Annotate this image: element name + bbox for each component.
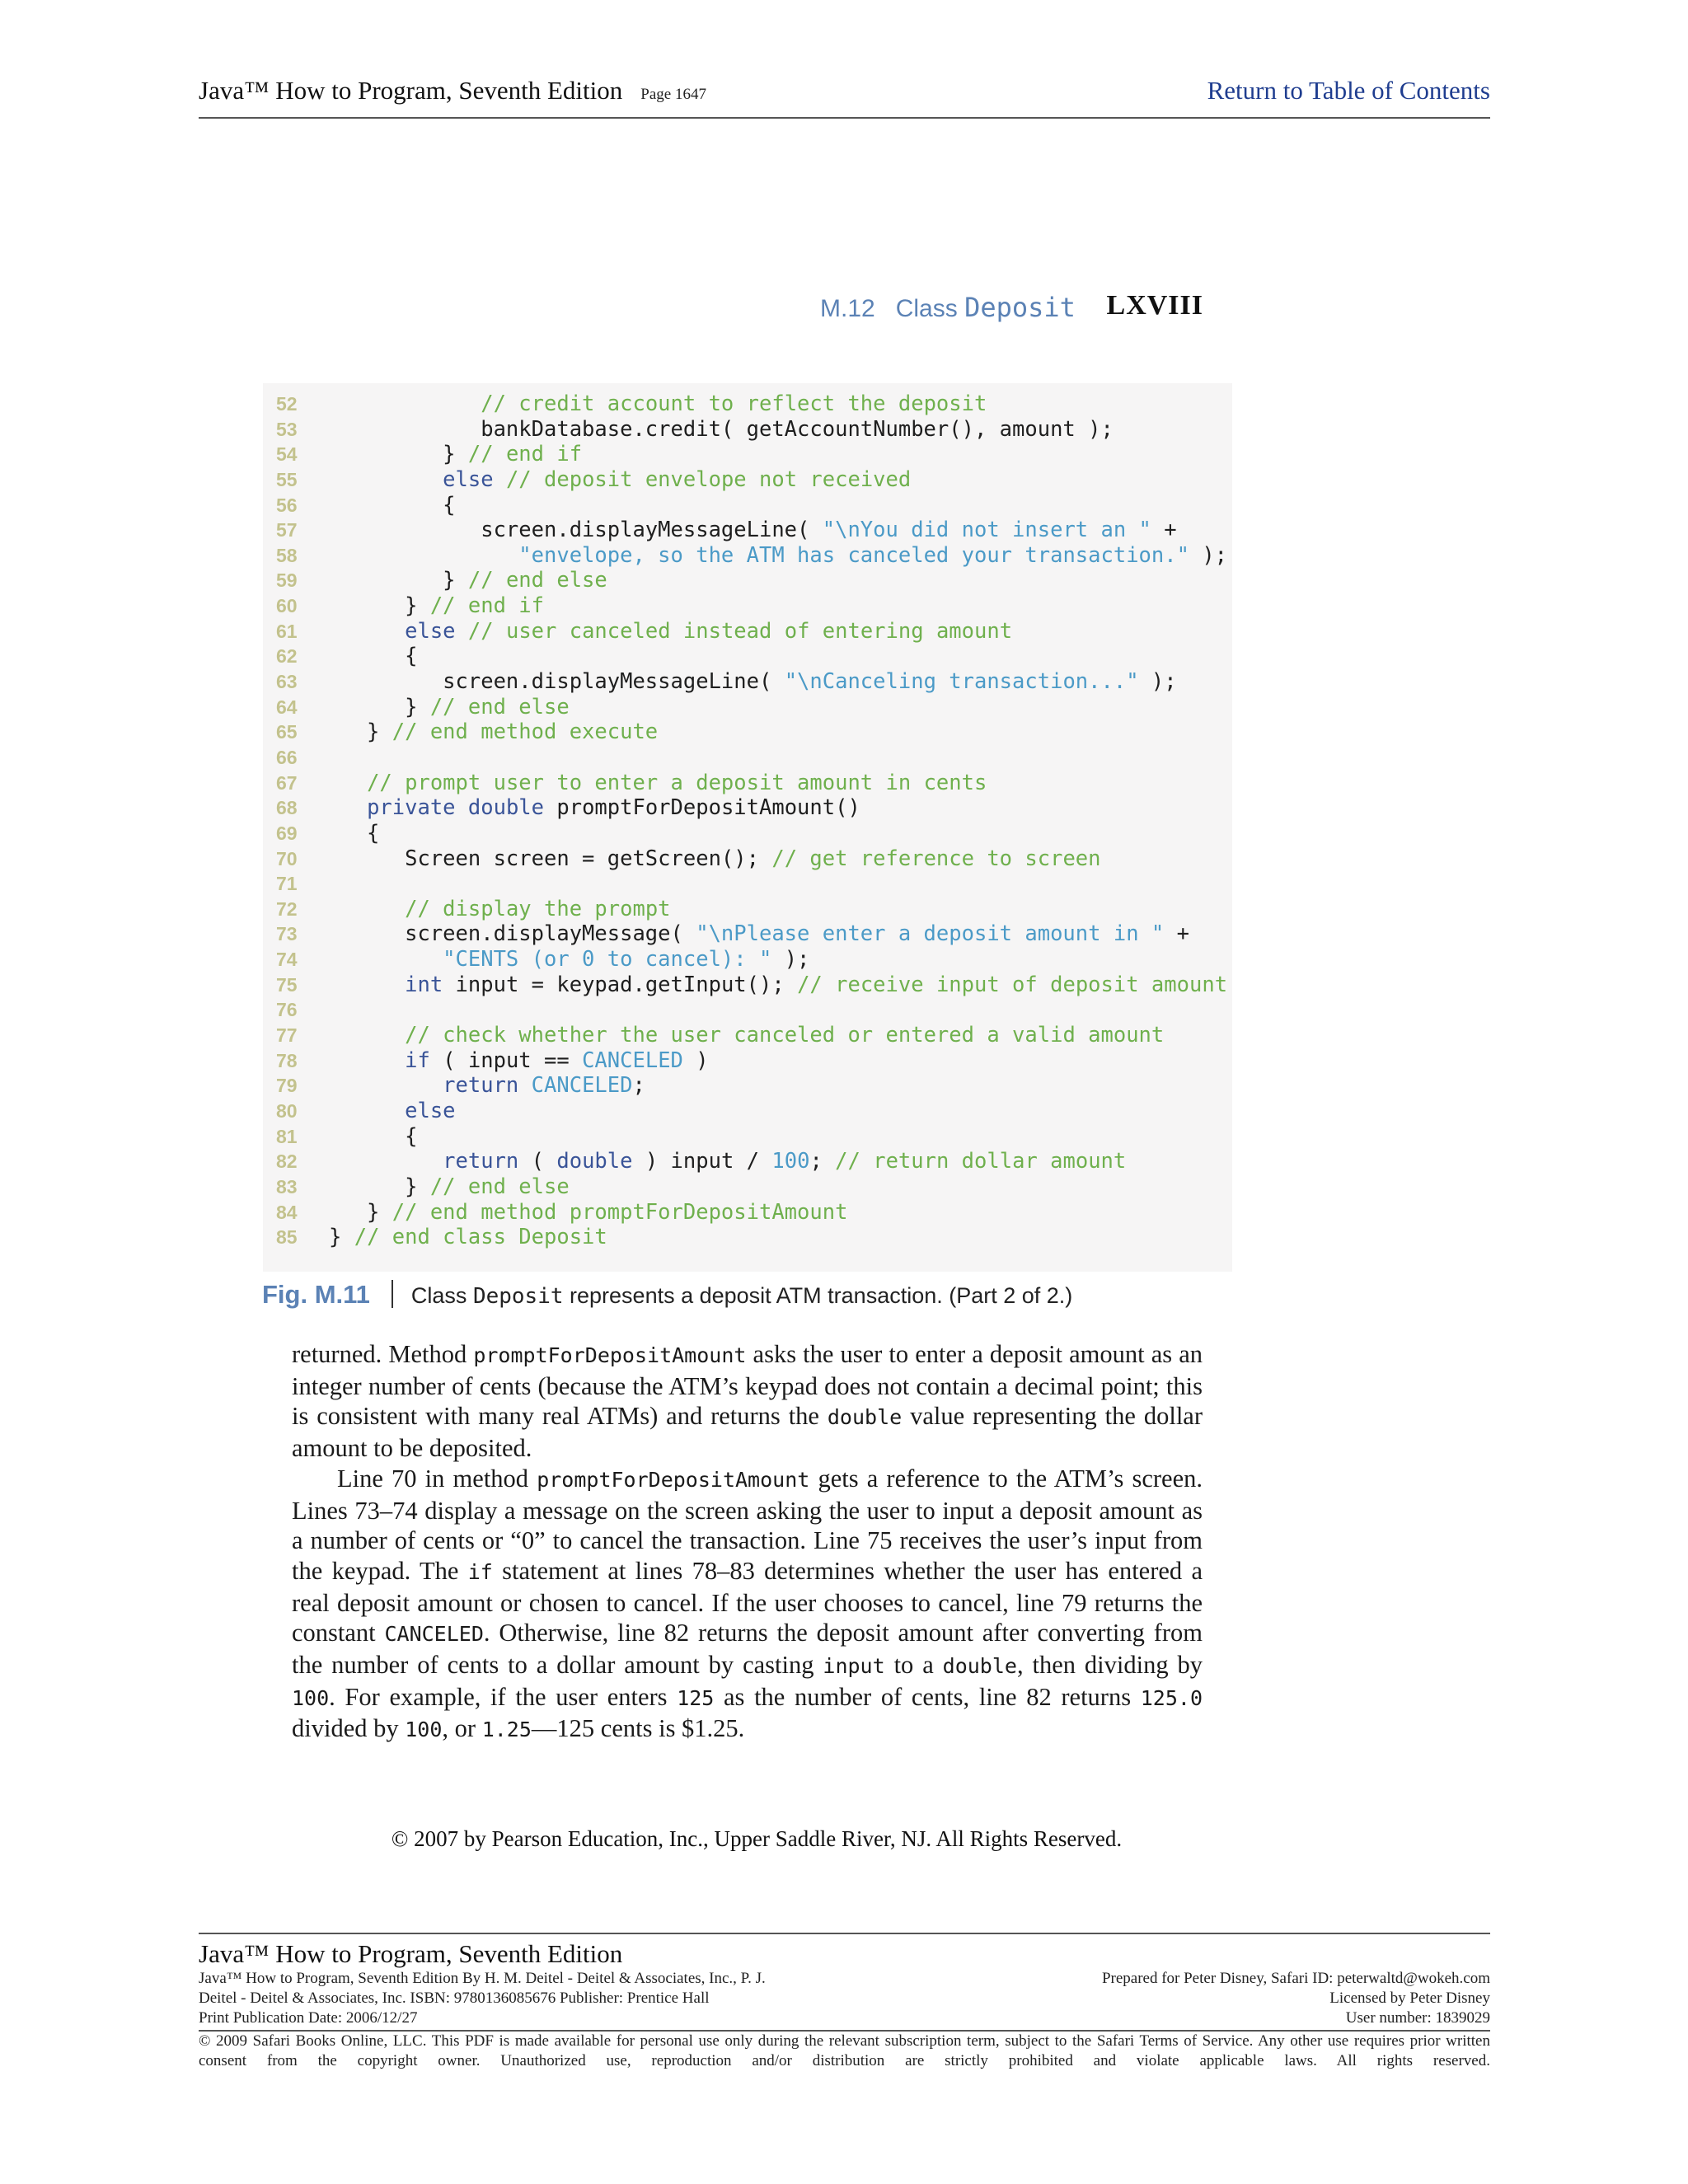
code-text (329, 972, 1227, 997)
paragraph-text: . For example, if the user enters (329, 1682, 678, 1711)
code-line (276, 997, 1227, 1023)
code-token: "CENTS (or 0 to cancel): " (443, 947, 772, 972)
footer-row-right: Licensed by Peter Disney (1329, 1990, 1490, 2007)
code-text (329, 593, 544, 618)
line-number: 84 (276, 1201, 298, 1223)
code-token: "\nPlease enter a deposit amount in " (696, 921, 1165, 947)
line-number: 76 (276, 999, 298, 1021)
code-token: screen.displayMessageLine( (329, 669, 785, 695)
line-number: 65 (276, 721, 298, 743)
code-line (276, 442, 1227, 467)
code-listing (263, 383, 1232, 1272)
code-token: } (329, 1199, 392, 1225)
inline-code: double (827, 1405, 903, 1430)
code-token (329, 1073, 443, 1098)
inline-code: 125.0 (1140, 1685, 1203, 1710)
code-token: // end else (429, 1174, 570, 1199)
code-line (276, 593, 1227, 619)
line-number: 57 (276, 519, 298, 541)
code-token (494, 467, 506, 492)
code-text (329, 543, 1227, 568)
line-number: 59 (276, 569, 298, 592)
code-text (329, 1225, 607, 1249)
code-line (276, 745, 1227, 771)
code-text (329, 947, 809, 972)
code-token (329, 1048, 405, 1073)
code-token (329, 467, 443, 492)
header-page-number: Page 1647 (640, 86, 706, 103)
code-token: ); (771, 947, 810, 972)
line-number: 81 (276, 1125, 298, 1147)
line-number: 54 (276, 443, 298, 466)
code-token: // user canceled instead of entering amount (467, 618, 1013, 644)
line-number: 73 (276, 923, 298, 945)
line-number: 60 (276, 595, 298, 617)
code-text (329, 518, 1177, 542)
line-number: 67 (276, 771, 298, 794)
code-token: // end method promptForDepositAmount (392, 1199, 848, 1225)
line-number: 82 (276, 1151, 298, 1173)
code-line (276, 972, 1227, 998)
code-line (276, 518, 1227, 543)
code-token: else (443, 466, 494, 492)
inline-code: promptForDepositAmount (473, 1343, 747, 1367)
code-text (329, 846, 1101, 871)
code-text (329, 897, 671, 921)
running-head-section (820, 292, 1076, 323)
paragraph-text: to a (884, 1651, 943, 1680)
code-token: ; (632, 1073, 645, 1099)
code-token: // end else (467, 568, 607, 593)
code-text (329, 1200, 847, 1225)
roman-page-number: LXVIII (1106, 290, 1203, 321)
line-number: 56 (276, 494, 298, 516)
code-token (329, 795, 367, 820)
footer-row (199, 1989, 1490, 2008)
code-line (276, 568, 1227, 593)
paragraph-text: statement at lines 78–83 determines whether the user has entered a real deposit amount or chosen to cancel. If the user chooses to cancel, line 79 returns the constant (292, 1556, 1203, 1647)
body-paragraph (292, 1339, 1203, 1464)
code-token: { (329, 644, 418, 669)
paragraph-text: value representing the dollar amount to be deposited. (292, 1402, 1203, 1463)
code-text (329, 719, 658, 744)
code-line (276, 897, 1227, 922)
code-token: // check whether the user canceled or entered a valid amount (405, 1023, 1165, 1048)
code-token: return (443, 1149, 519, 1174)
code-token: ( input == (429, 1047, 583, 1073)
code-line (276, 1099, 1227, 1124)
code-token: 100 (771, 1149, 810, 1174)
return-to-toc-link[interactable]: Return to Table of Contents (1207, 76, 1490, 105)
line-number: 83 (276, 1175, 298, 1197)
code-line (276, 871, 1227, 897)
code-token: // display the prompt (405, 896, 671, 921)
code-token (329, 391, 481, 416)
inline-code: promptForDepositAmount (537, 1467, 810, 1492)
body-text (292, 1339, 1203, 1746)
code-line (276, 771, 1227, 796)
footer-info-rows (199, 1969, 1490, 2028)
code-text (329, 1174, 570, 1199)
code-text (329, 1124, 417, 1149)
code-token: } (329, 568, 468, 593)
line-number: 58 (276, 544, 298, 566)
paragraph-text: . Otherwise, line 82 returns the deposit amount after converting from the number of cents to a dollar amount by casting (292, 1619, 1203, 1680)
running-head (816, 292, 1203, 328)
code-text (329, 417, 1114, 442)
line-number: 55 (276, 468, 298, 490)
paragraph-text: gets a reference to the ATM’s screen. Lines 73–74 display a message on the screen asking the user to input a deposit amount as a number of cents or “0” to cancel the transaction. Line 75 receives the user’s input from the keypad. The (292, 1464, 1203, 1585)
code-text (329, 795, 860, 820)
code-token: + (1164, 921, 1189, 947)
code-token: ( (518, 1149, 557, 1174)
code-token (329, 619, 405, 644)
paragraph-text: returned. Method (292, 1340, 474, 1368)
code-line (276, 1023, 1227, 1048)
inline-code: if (467, 1559, 493, 1584)
code-line (276, 1174, 1227, 1200)
caption-post: represents a deposit ATM transaction. (Part 2 of 2.) (563, 1283, 1073, 1308)
caption-pre: Class (410, 1283, 473, 1308)
section-number: M.12 (820, 295, 875, 322)
code-token: + (1151, 518, 1177, 543)
code-text (329, 1099, 456, 1123)
code-token: if (405, 1047, 430, 1073)
code-line (276, 543, 1227, 569)
code-token: CANCELED (531, 1073, 633, 1099)
inline-code: 100 (292, 1685, 330, 1710)
code-token: ) input / (632, 1149, 772, 1174)
code-token: int (405, 972, 443, 997)
code-text (329, 391, 987, 416)
code-line (276, 1073, 1227, 1099)
code-token: } (329, 442, 468, 467)
line-number: 80 (276, 1099, 298, 1122)
code-lines (276, 391, 1227, 1250)
code-token (329, 1099, 405, 1123)
footer-row-left: Print Publication Date: 2006/12/27 (199, 2009, 418, 2027)
code-line (276, 695, 1227, 720)
caption-separator (392, 1280, 393, 1308)
code-token: promptForDepositAmount() (544, 795, 860, 821)
line-number: 71 (276, 873, 298, 895)
code-token: ); (1189, 542, 1228, 568)
line-number: 77 (276, 1024, 298, 1047)
code-text (329, 644, 417, 668)
footer-row-left: Java™ How to Program, Seventh Edition By H. M. Deitel - Deitel & Associates, Inc., P. J. (199, 1970, 766, 1987)
paragraph-text: as the number of cents, line 82 returns (714, 1682, 1141, 1711)
caption-text (411, 1283, 1072, 1308)
code-token: "envelope, so the ATM has canceled your transaction." (518, 542, 1189, 568)
code-token: // end if (429, 593, 544, 619)
code-line (276, 846, 1227, 872)
code-token: private (367, 795, 456, 821)
code-text (329, 669, 1177, 694)
line-number: 62 (276, 645, 298, 668)
code-text (329, 921, 1189, 946)
paragraph-text: divided by (292, 1714, 406, 1743)
code-token: } (329, 1174, 430, 1199)
code-line (276, 1124, 1227, 1150)
footer-row (199, 1969, 1490, 1989)
code-token (329, 543, 518, 568)
code-token (329, 947, 443, 972)
code-token (329, 1023, 405, 1047)
code-token: { (329, 820, 380, 846)
line-number: 53 (276, 418, 298, 440)
code-text (329, 1149, 1126, 1174)
code-line (276, 644, 1227, 669)
code-token: } (329, 694, 430, 719)
code-text (329, 442, 582, 466)
code-token: // end method execute (392, 719, 659, 745)
code-token: double (556, 1149, 633, 1174)
code-text (329, 771, 987, 795)
code-token (518, 1073, 531, 1098)
line-number: 64 (276, 696, 298, 718)
code-token: return (443, 1073, 519, 1099)
code-token: "\nYou did not insert an " (822, 518, 1151, 543)
code-token: ; (809, 1149, 836, 1174)
code-text (329, 695, 570, 719)
line-number: 61 (276, 620, 298, 642)
code-line (276, 417, 1227, 443)
code-token: bankDatabase.credit( getAccountNumber(), amount ); (329, 416, 1114, 442)
code-text (329, 1073, 645, 1098)
paragraph-text: asks the user to enter a deposit amount as an integer number of cents (because the ATM’s keypad does not contain a decimal point; this is consistent with many real ATMs) and returns the (292, 1340, 1203, 1431)
paragraph-text: , then dividing by (1016, 1651, 1203, 1680)
code-token: // return dollar amount (835, 1149, 1127, 1174)
code-text (329, 1023, 1164, 1047)
code-token: Screen screen = getScreen(); (329, 846, 772, 871)
line-number: 79 (276, 1075, 298, 1097)
code-token: // deposit envelope not received (505, 466, 912, 492)
inline-code: 100 (405, 1718, 443, 1742)
paragraph-text: , or (442, 1714, 482, 1743)
code-token (456, 795, 468, 820)
code-text (329, 1048, 709, 1073)
page-footer (199, 1933, 1490, 2071)
footer-legal-notice: © 2009 Safari Books Online, LLC. This PDF is made available for personal use only during the relevant subscription term, subject to the Safari Terms of Service. Any other use requires prior written consent from the copyright owner. Unauthorized use, reproduction and/or distribution are strictly prohibited and violate applicable laws. All rights reserved. (199, 2032, 1490, 2069)
code-token: } (329, 593, 430, 619)
code-token: // end if (467, 442, 583, 467)
code-token (329, 972, 405, 997)
code-line (276, 493, 1227, 518)
paragraph-text: Line 70 in method (337, 1464, 537, 1493)
line-number: 78 (276, 1049, 298, 1071)
code-token (329, 897, 405, 921)
footer-row-left: Deitel - Deitel & Associates, Inc. ISBN: 9780136085676 Publisher: Prentice Hall (199, 1990, 710, 2007)
footer-row (199, 2008, 1490, 2028)
code-token: } (329, 1225, 354, 1250)
code-token: else (405, 618, 456, 644)
code-token: // end else (429, 694, 570, 719)
code-token: } (329, 719, 392, 745)
code-line (276, 1048, 1227, 1074)
line-number: 66 (276, 746, 298, 768)
inline-code: 1.25 (481, 1718, 532, 1742)
code-token: "\nCanceling transaction..." (784, 669, 1139, 695)
code-line (276, 1225, 1227, 1250)
copyright-notice: © 2007 by Pearson Education, Inc., Upper Saddle River, NJ. All Rights Reserved. (391, 1826, 1123, 1851)
code-token: else (405, 1098, 456, 1123)
caption-code: Deposit (472, 1284, 564, 1309)
line-number: 69 (276, 822, 298, 844)
line-number: 72 (276, 898, 298, 920)
paragraph-text: —125 cents is $1.25. (531, 1714, 745, 1743)
code-token (329, 1149, 443, 1174)
footer-row-right: Prepared for Peter Disney, Safari ID: peterwaltd@wokeh.com (1101, 1970, 1490, 1987)
line-number: 85 (276, 1226, 298, 1249)
line-number: 74 (276, 949, 298, 971)
code-token: ); (1138, 669, 1177, 695)
code-text (329, 493, 456, 518)
code-token: input = keypad.getInput(); (443, 972, 798, 997)
code-token: // end class Deposit (354, 1225, 607, 1250)
line-number: 63 (276, 671, 298, 693)
figure-label: Fig. M.11 (262, 1280, 370, 1309)
code-line (276, 719, 1227, 745)
code-line (276, 947, 1227, 972)
line-number: 68 (276, 797, 298, 819)
code-line (276, 669, 1227, 695)
inline-code: input (823, 1654, 885, 1679)
code-line (276, 391, 1227, 417)
code-text (329, 467, 911, 492)
line-number: 75 (276, 973, 298, 996)
page-header (199, 76, 1490, 119)
code-token: // prompt user to enter a deposit amount in cents (367, 770, 987, 795)
code-line (276, 921, 1227, 947)
code-token: ) (682, 1047, 709, 1073)
code-token: { (329, 1123, 418, 1149)
code-line (276, 467, 1227, 493)
footer-row-right: User number: 1839029 (1345, 2009, 1490, 2027)
inline-code: CANCELED (384, 1622, 484, 1647)
header-title-text: Java™ How to Program, Seventh Edition (199, 76, 623, 105)
inline-code: 125 (677, 1685, 715, 1710)
code-text (329, 821, 379, 846)
code-token: screen.displayMessageLine( (329, 518, 823, 543)
code-text (329, 568, 607, 593)
line-number: 52 (276, 393, 298, 415)
code-token (456, 619, 468, 644)
code-token (329, 771, 367, 795)
code-line (276, 1149, 1227, 1174)
footer-book-title: Java™ How to Program, Seventh Edition (199, 1939, 623, 1968)
section-class-name: Deposit (964, 292, 1076, 323)
inline-code: double (942, 1654, 1017, 1679)
code-token: // get reference to screen (771, 846, 1101, 871)
code-line (276, 795, 1227, 821)
figure-caption (262, 1280, 1072, 1316)
code-token: double (467, 795, 545, 821)
line-number: 70 (276, 847, 298, 869)
code-text (329, 619, 1012, 644)
code-token: // receive input of deposit amount (797, 972, 1228, 997)
body-paragraph (292, 1464, 1203, 1746)
code-line (276, 619, 1227, 644)
code-token: { (329, 492, 456, 518)
code-token: // credit account to reflect the deposit (481, 391, 987, 416)
code-token: CANCELED (582, 1047, 683, 1073)
code-line (276, 1200, 1227, 1226)
header-book-title (199, 76, 706, 105)
section-class-word: Class (895, 295, 958, 322)
code-line (276, 821, 1227, 846)
code-token: screen.displayMessage( (329, 921, 696, 947)
